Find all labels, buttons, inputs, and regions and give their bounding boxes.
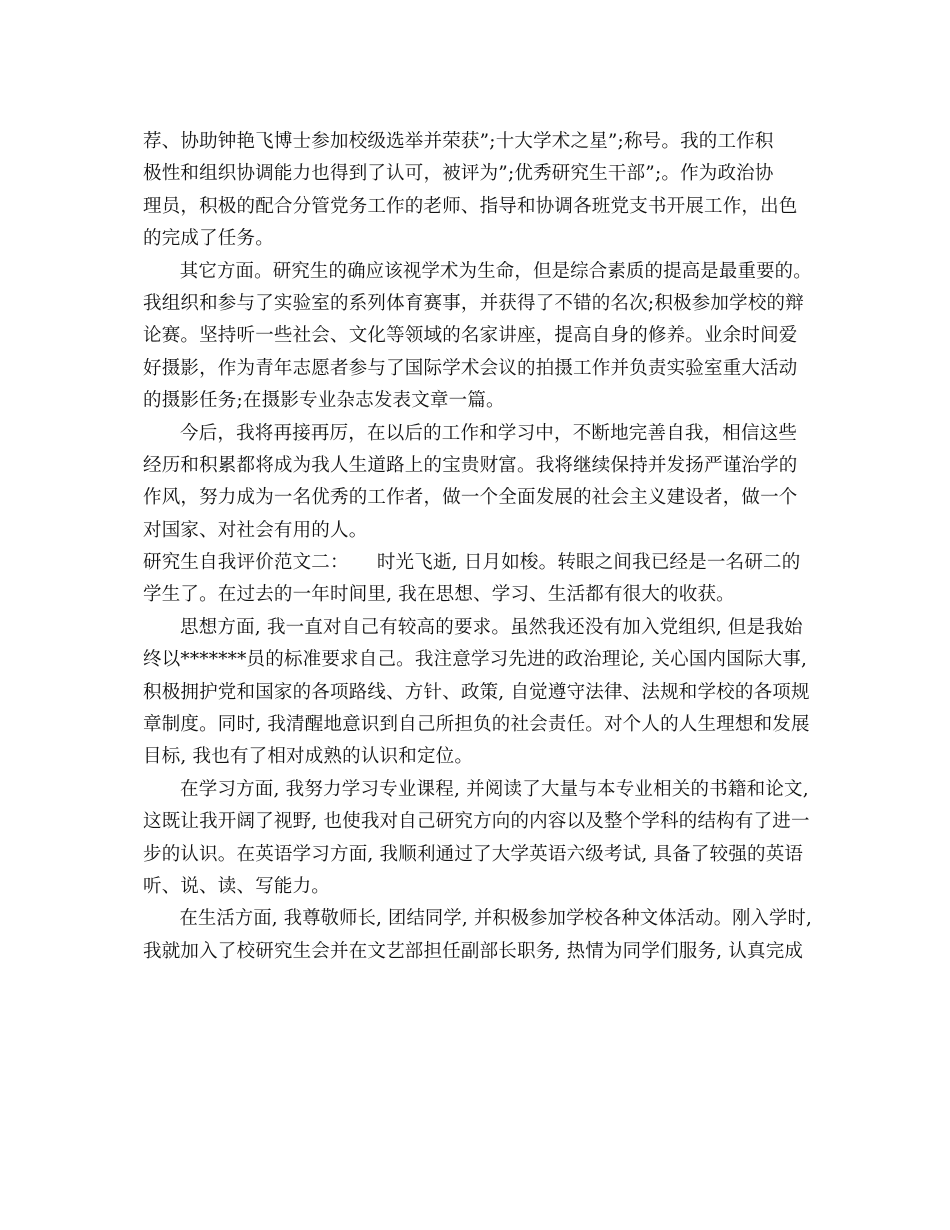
paragraph-first-line: 今后，我将再接再厉，在以后的工作和学习中，不断地完善自我，相信这些 [180,422,798,444]
text-line: 论赛。坚持听一些社会、文化等领域的名家讲座，提高自身的修养。业余时间爱 [143,325,798,347]
paragraph-first-line: 思想方面, 我一直对自己有较高的要求。虽然我还没有加入党组织, 但是我始 [180,616,803,638]
text-line: 理员，积极的配合分管党务工作的老师、指导和协调各班党支书开展工作，出色 [143,195,798,217]
paragraph-first-line: 在生活方面, 我尊敬师长, 团结同学, 并积极参加学校各种文体活动。刚入学时, [179,908,812,930]
text-line: 我组织和参与了实验室的系列体育赛事，并获得了不错的名次;积极参加学校的辩 [143,292,804,314]
text-line: 听、说、读、写能力。 [143,875,331,897]
text-line: 步的认识。在英语学习方面, 我顺利通过了大学英语六级考试, 具备了较强的英语 [143,843,804,865]
text-line: 作风，努力成为一名优秀的工作者，做一个全面发展的社会主义建设者，做一个 [143,487,798,509]
text-line: 这既让我开阔了视野, 也使我对自己研究方向的内容以及整个学科的结构有了进一 [143,811,810,833]
section-heading-line: 研究生自我评价范文二： 时光飞逝, 日月如梭。转眼之间我已经是一名研二的 [143,552,801,574]
text-line: 章制度。同时, 我清醒地意识到自己所担负的社会责任。对个人的人生理想和发展 [143,714,810,736]
text-line: 终以*******员的标准要求自己。我注意学习先进的政治理论, 关心国内国际大事, [143,649,808,671]
text-line: 对国家、对社会有用的人。 [143,519,368,541]
text-line: 的完成了任务。 [143,228,274,250]
text-line: 学生了。在过去的一年时间里, 我在思想、学习、生活都有很大的收获。 [143,584,735,606]
text-line: 荐、协助钟艳飞博士参加校级选举并荣获”;十大学术之星”;称号。我的工作积 [143,131,774,152]
document-body [143,126,823,968]
paragraph-first-line: 在学习方面, 我努力学习专业课程, 并阅读了大量与本专业相关的书籍和论文, [180,778,809,800]
paragraph-first-line: 其它方面。研究生的确应该视学术为生命，但是综合素质的提高是最重要的。 [179,260,812,282]
text-line: 的摄影任务;在摄影专业杂志发表文章一篇。 [143,390,505,412]
text-line: 目标, 我也有了相对成熟的认识和定位。 [143,746,474,768]
text-line: 积极拥护党和国家的各项路线、方针、政策, 自觉遵守法律、法规和学校的各项规 [143,681,810,703]
text-line: 好摄影，作为青年志愿者参与了国际学术会议的拍摄工作并负责实验室重大活动 [143,357,798,379]
text-line: 我就加入了校研究生会并在文艺部担任副部长职务, 热情为同学们服务, 认真完成 [143,940,804,962]
text-line: 极性和组织协调能力也得到了认可，被评为”;优秀研究生干部”;。作为政治协 [143,163,774,185]
text-line: 经历和积累都将成为我人生道路上的宝贵财富。我将继续保持并发扬严谨治学的 [143,454,798,476]
